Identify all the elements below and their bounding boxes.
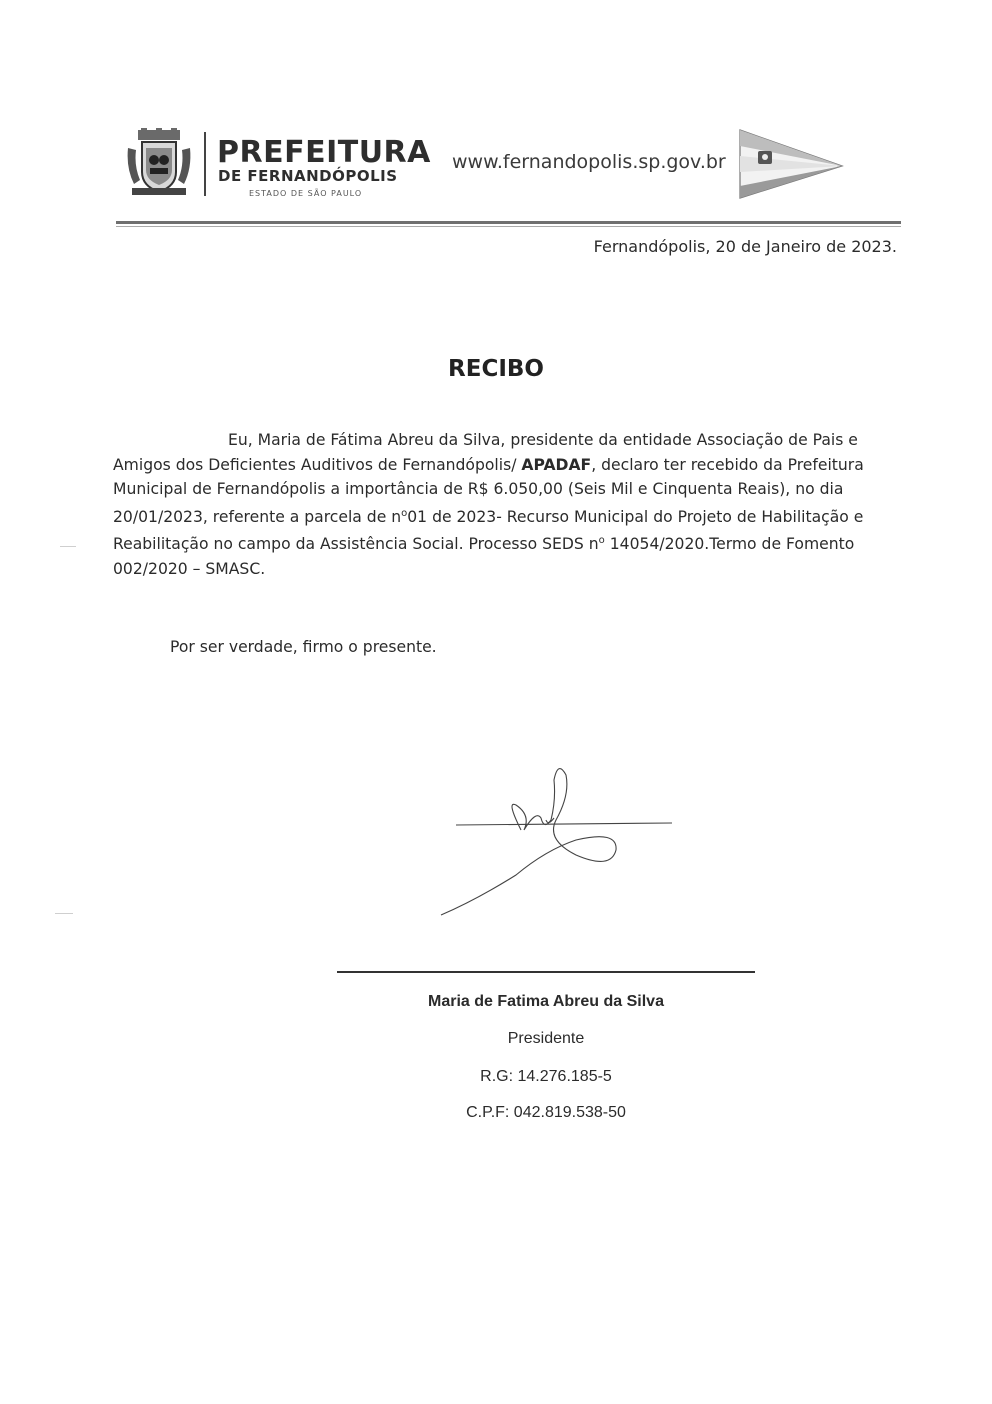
ordinal-mark-2: o (598, 535, 605, 547)
coat-of-arms-icon (124, 128, 194, 198)
signer-role: Presidente (507, 1030, 585, 1047)
header-rule-thin (116, 226, 901, 227)
receipt-body (113, 428, 898, 581)
org-title: PREFEITURA (217, 135, 431, 170)
website-url: www.fernandopolis.sp.gov.br (452, 151, 726, 173)
body-part-1: Eu, Maria de Fátima Abreu da Silva, presidente da entidade Associação de Pais e Amigos dos Deficientes Auditivos de Fernandópolis/ (113, 431, 858, 474)
body-part-4: 14054/2020.Termo de Fomento 002/2020 – SMASC. (113, 535, 855, 578)
body-part-3: 01 de 2023- Recurso Municipal do Projeto de Habilitação e Reabilitação no campo da Assistência Social. Processo SEDS n (113, 507, 864, 554)
header-rule (116, 221, 901, 224)
document-title: RECIBO (448, 356, 544, 382)
municipal-flag-icon (738, 126, 848, 201)
scan-mark (55, 913, 73, 914)
signer-name: Maria de Fatima Abreu da Silva (428, 993, 664, 1010)
org-subtitle: DE FERNANDÓPOLIS (218, 167, 398, 185)
ordinal-mark: o (401, 507, 408, 519)
entity-acronym: APADAF (521, 455, 592, 474)
date-line: Fernandópolis, 20 de Janeiro de 2023. (593, 237, 897, 256)
signer-rg: R.G: 14.276.185-5 (480, 1068, 612, 1085)
handwritten-signature (436, 760, 676, 920)
closing-statement: Por ser verdade, firmo o presente. (170, 638, 437, 656)
signature-line (337, 971, 755, 973)
header-divider (204, 132, 206, 196)
body-part-2: , declaro ter recebido da Prefeitura Municipal de Fernandópolis a importância de R$ 6.050,00 (Seis Mil e Cinquenta Reais), no dia 20/01/2023, referente a parcela de n (113, 455, 864, 526)
signer-cpf: C.P.F: 042.819.538-50 (466, 1104, 626, 1121)
org-state: ESTADO DE SÃO PAULO (249, 189, 363, 198)
scan-mark (60, 546, 76, 547)
